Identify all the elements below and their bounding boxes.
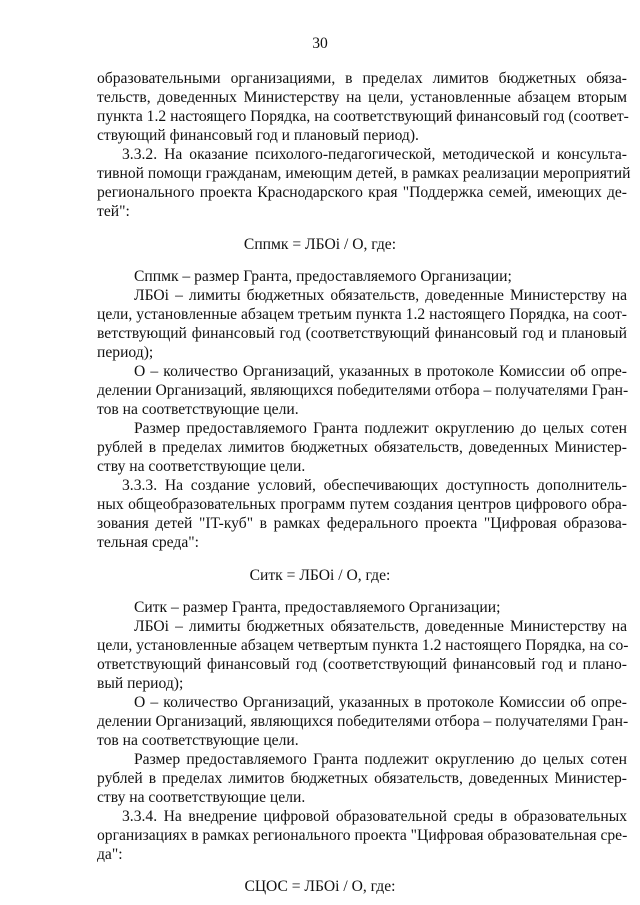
text-line: период); — [97, 344, 154, 361]
text-line: тельная среда": — [97, 534, 199, 551]
text-line: делении Организаций, являющихся победителями отбора – получателями Гран- — [97, 382, 629, 399]
text-line: О – количество Организаций, указанных в протоколе Комиссии об опре- — [134, 363, 627, 380]
text-line: вый период); — [97, 675, 184, 692]
text-line: ЛБОi – лимиты бюджетных обязательств, доведенные Министерству на — [134, 618, 627, 635]
text-line: тей": — [97, 203, 130, 220]
text-line: цели, установленные абзацем третьим пункта 1.2 настоящего Порядка, на соот- — [97, 306, 627, 323]
text-line: тельств, доведенных Министерству на цели, установленные абзацем вторым — [97, 89, 627, 106]
text-line: тивной помощи гражданам, имеющим детей, в рамках реализации мероприятий — [97, 165, 631, 182]
text-line: 3.3.4. На внедрение цифровой образовательной среды в образовательных — [122, 808, 627, 825]
text-line: ству на соответствующие цели. — [97, 789, 306, 806]
text-line: делении Организаций, являющихся победителями отбора – получателями Гран- — [97, 713, 629, 730]
text-line: рублей в пределах лимитов бюджетных обязательств, доведенных Министер- — [97, 439, 627, 456]
text-line: ных общеобразовательных программ путем создания центров цифрового обра- — [97, 496, 627, 513]
text-line: Сппмк – размер Гранта, предоставляемого Организации; — [134, 268, 512, 285]
text-line: тов на соответствующие цели. — [97, 732, 299, 749]
text-line: тов на соответствующие цели. — [97, 401, 299, 418]
text-line: ству на соответствующие цели. — [97, 458, 306, 475]
page-number: 30 — [312, 35, 328, 52]
text-line: ветствующий финансовый год (соответствующий финансовый год и плановый — [97, 325, 627, 342]
text-line: Размер предоставляемого Гранта подлежит округлению до целых сотен — [134, 420, 627, 437]
text-line: ствующий финансовый год и плановый период). — [97, 127, 419, 144]
text-line: регионального проекта Краснодарского края "Поддержка семей, имеющих де- — [97, 184, 627, 201]
text-line: рублей в пределах лимитов бюджетных обязательств, доведенных Министер- — [97, 770, 627, 787]
text-line: 3.3.2. На оказание психолого-педагогической, методической и консульта- — [122, 146, 627, 163]
text-line: О – количество Организаций, указанных в протоколе Комиссии об опре- — [134, 694, 627, 711]
text-line: пункта 1.2 настоящего Порядка, на соответствующий финансовый год (соответ- — [97, 108, 629, 125]
formula: Сппмк = ЛБОi / О, где: — [243, 236, 397, 253]
text-line: организациях в рамках регионального проекта "Цифровая образовательная сре- — [97, 827, 628, 844]
text-line: 3.3.3. На создание условий, обеспечивающих доступность дополнитель- — [122, 477, 627, 494]
formula: СЦОС = ЛБОi / О, где: — [244, 878, 396, 895]
text-line: Размер предоставляемого Гранта подлежит округлению до целых сотен — [134, 751, 627, 768]
text-line: да": — [97, 846, 123, 863]
formula: Ситк = ЛБОi / О, где: — [249, 567, 391, 584]
text-line: образовательными организациями, в пределах лимитов бюджетных обяза- — [97, 70, 627, 87]
text-line: ответствующий финансовый год (соответствующий финансовый год и плано- — [97, 656, 627, 673]
text-line: цели, установленные абзацем четвертым пункта 1.2 настоящего Порядка, на со- — [97, 637, 629, 654]
text-line: зования детей "IT-куб" в рамках федерального проекта "Цифровая образова- — [97, 515, 627, 532]
text-line: Ситк – размер Гранта, предоставляемого Организации; — [134, 599, 501, 616]
text-line: ЛБОi – лимиты бюджетных обязательств, доведенные Министерству на — [134, 287, 627, 304]
